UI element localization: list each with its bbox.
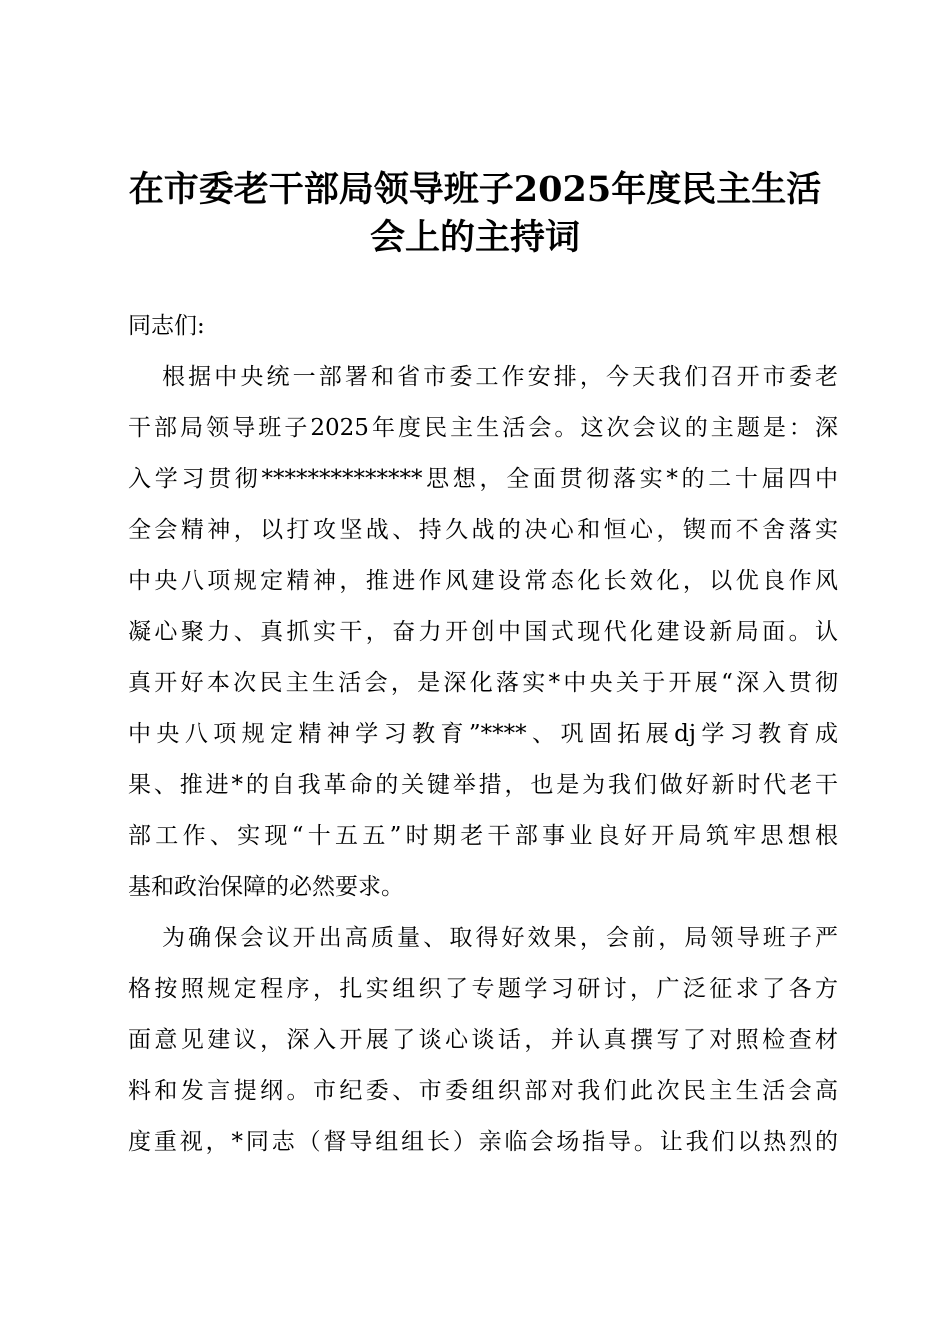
document-title [100, 166, 850, 262]
paragraph-1-line-10: 部工作、实现“十五五”时期老干部事业良好开局筑牢思想根 [128, 823, 838, 849]
paragraph-1-line-1: 根据中央统一部署和省市委工作安排，今天我们召开市委老 [162, 364, 838, 390]
paragraph-1-line-2: 干部局领导班子2025年度民主生活会。这次会议的主题是：深 [128, 415, 838, 441]
paragraph-2-line-4: 料和发言提纲。市纪委、市委组织部对我们此次民主生活会高 [128, 1078, 838, 1104]
salutation: 同志们: [128, 313, 205, 339]
document-title-line-2: 会上的主持词 [369, 217, 580, 258]
paragraph-1-line-5: 中央八项规定精神，推进作风建设常态化长效化，以优良作风 [128, 568, 838, 594]
paragraph-1-line-4: 全会精神，以打攻坚战、持久战的决心和恒心，锲而不舍落实 [128, 517, 838, 543]
paragraph-2-line-2: 格按照规定程序，扎实组织了专题学习研讨，广泛征求了各方 [128, 976, 838, 1002]
document-title-line-1: 在市委老干部局领导班子2025年度民主生活 [128, 169, 822, 210]
paragraph-1-line-3: 入学习贯彻**************思想，全面贯彻落实*的二十届四中 [128, 466, 839, 492]
paragraph-1-line-7: 真开好本次民主生活会，是深化落实*中央关于开展“深入贯彻 [128, 670, 838, 696]
paragraph-2-line-5: 度重视，*同志（督导组组长）亲临会场指导。让我们以热烈的 [128, 1129, 838, 1155]
paragraph-1-line-6: 凝心聚力、真抓实干，奋力开创中国式现代化建设新局面。认 [128, 619, 838, 645]
paragraph-2-line-1: 为确保会议开出高质量、取得好效果，会前，局领导班子严 [162, 925, 838, 951]
paragraph-1-line-9: 果、推进*的自我革命的关键举措，也是为我们做好新时代老干 [128, 772, 838, 798]
paragraph-1-line-11: 基和政治保障的必然要求。 [128, 874, 404, 900]
paragraph-2-line-3: 面意见建议，深入开展了谈心谈话，并认真撰写了对照检查材 [128, 1027, 838, 1053]
paragraph-1-line-8: 中央八项规定精神学习教育”****、巩固拓展dj学习教育成 [128, 721, 838, 747]
document-body [128, 301, 838, 1168]
